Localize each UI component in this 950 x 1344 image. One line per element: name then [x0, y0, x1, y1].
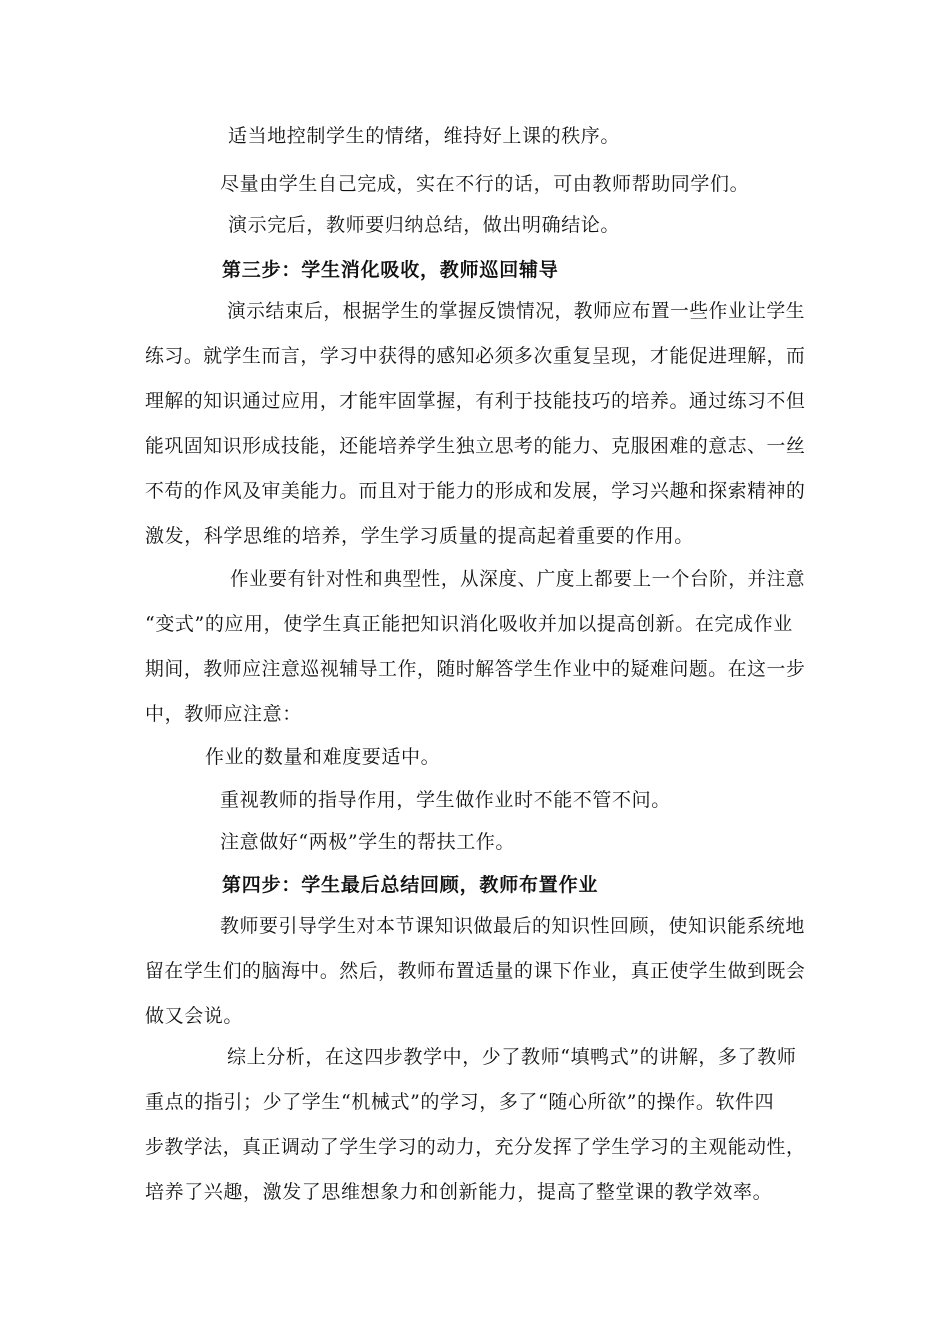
paragraph-line: 步教学法，真正调动了学生学习的动力，充分发挥了学生学习的主观能动性，: [145, 1136, 806, 1158]
paragraph-line: 练习。就学生而言，学习中获得的感知必须多次重复呈现，才能促进理解，而: [145, 345, 806, 367]
paragraph-line: 留在学生们的脑海中。然后，教师布置适量的课下作业，真正使学生做到既会: [145, 960, 806, 982]
paragraph-line: 作业要有针对性和典型性，从深度、广度上都要上一个台阶，并注意: [230, 568, 806, 590]
paragraph-line: 激发，科学思维的培养，学生学习质量的提高起着重要的作用。: [145, 525, 694, 547]
paragraph-line: 中，教师应注意：: [145, 703, 302, 725]
paragraph-line: 教师要引导学生对本节课知识做最后的知识性回顾，使知识能系统地: [220, 915, 806, 937]
paragraph-line: 期间，教师应注意巡视辅导工作，随时解答学生作业中的疑难问题。在这一步: [145, 658, 806, 680]
list-item-teacher-guidance: 重视教师的指导作用，学生做作业时不能不管不问。: [220, 789, 671, 811]
paragraph-line: 重点的指引；少了学生“机械式”的学习，多了“随心所欲”的操作。软件四: [145, 1091, 775, 1113]
paragraph-line: 演示结束后，根据学生的掌握反馈情况，教师应布置一些作业让学生: [227, 300, 806, 322]
list-item-student-complete: 尽量由学生自己完成，实在不行的话，可由教师帮助同学们。: [220, 173, 750, 195]
heading-step-three: 第三步：学生消化吸收，教师巡回辅导: [222, 259, 559, 281]
paragraph-line: 理解的知识通过应用，才能牢固掌握，有利于技能技巧的培养。通过练习不但: [145, 390, 806, 412]
paragraph-line: 不苟的作风及审美能力。而且对于能力的形成和发展，学习兴趣和探索精神的: [145, 480, 806, 502]
paragraph-line: 培养了兴趣，激发了思维想象力和创新能力，提高了整堂课的教学效率。: [145, 1181, 773, 1203]
list-item-workload: 作业的数量和难度要适中。: [205, 746, 441, 768]
list-item-emotion-control: 适当地控制学生的情绪，维持好上课的秩序。: [228, 125, 621, 147]
paragraph-line: 能巩固知识形成技能，还能培养学生独立思考的能力、克服困难的意志、一丝: [145, 435, 806, 457]
paragraph-line: 做又会说。: [145, 1005, 244, 1027]
paragraph-line: “变式”的应用，使学生真正能把知识消化吸收并加以提高创新。在完成作业: [145, 613, 793, 635]
paragraph-line: 综上分析，在这四步教学中，少了教师“填鸭式”的讲解，多了教师: [227, 1046, 797, 1068]
list-item-two-extremes: 注意做好“两极”学生的帮扶工作。: [220, 831, 516, 853]
heading-step-four: 第四步：学生最后总结回顾，教师布置作业: [222, 874, 599, 896]
list-item-demo-summary: 演示完后，教师要归纳总结，做出明确结论。: [228, 214, 621, 236]
